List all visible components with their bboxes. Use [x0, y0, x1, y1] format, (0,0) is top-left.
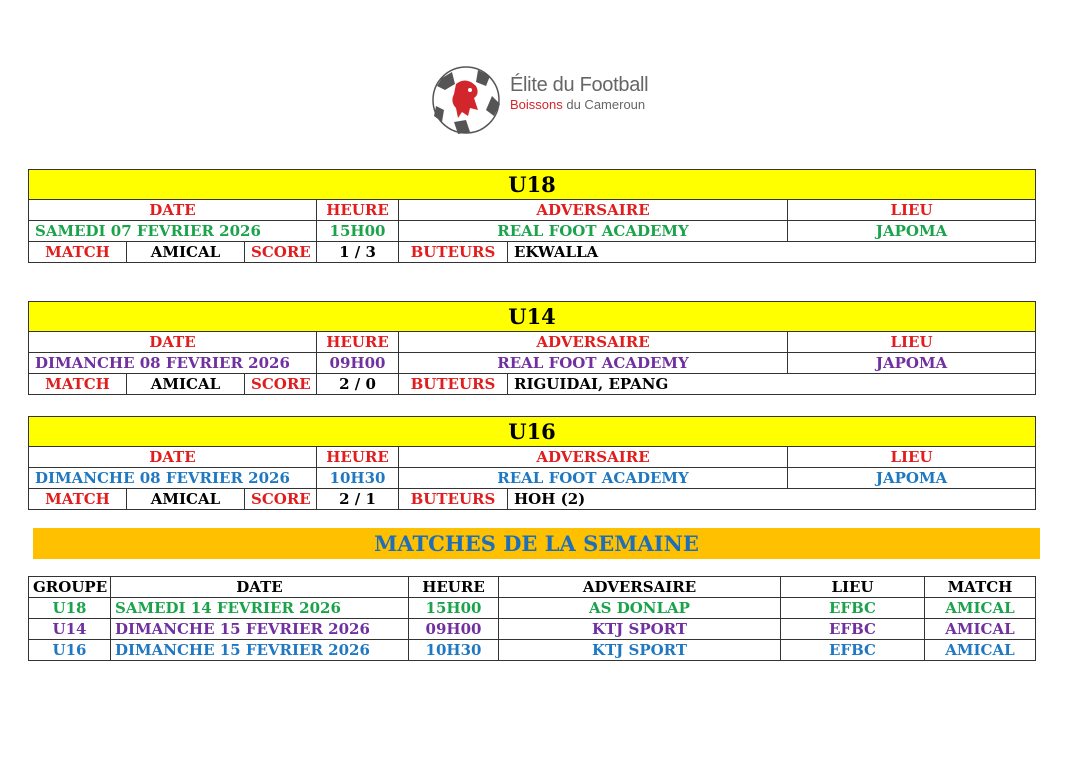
result-date: DIMANCHE 08 FEVRIER 2026 — [29, 468, 317, 489]
logo-subtitle-country: du Cameroun — [562, 97, 646, 112]
date-header: DATE — [29, 200, 317, 221]
lieu-header: LIEU — [781, 577, 925, 598]
result-lieu: JAPOMA — [788, 221, 1036, 242]
heure-cell: 09H00 — [409, 619, 499, 640]
date-header: DATE — [29, 447, 317, 468]
heure-cell: 15H00 — [409, 598, 499, 619]
match-label: MATCH — [29, 489, 127, 510]
result-heure: 15H00 — [317, 221, 399, 242]
logo-subtitle-brand: Boissons — [510, 97, 563, 112]
buteurs-label: BUTEURS — [399, 374, 508, 395]
football-lion-icon — [428, 64, 504, 136]
score-value: 2 / 1 — [317, 489, 399, 510]
score-value: 2 / 0 — [317, 374, 399, 395]
buteurs-label: BUTEURS — [399, 242, 508, 263]
heure-header: HEURE — [317, 447, 399, 468]
heure-header: HEURE — [317, 332, 399, 353]
table-header-row — [29, 577, 1036, 598]
match-label: MATCH — [29, 374, 127, 395]
date-cell: DIMANCHE 15 FEVRIER 2026 — [111, 619, 409, 640]
groupe-cell: U14 — [29, 619, 111, 640]
score-value: 1 / 3 — [317, 242, 399, 263]
date-cell: SAMEDI 14 FEVRIER 2026 — [111, 598, 409, 619]
match-label: MATCH — [29, 242, 127, 263]
adversaire-header: ADVERSAIRE — [499, 577, 781, 598]
match-cell: AMICAL — [925, 640, 1036, 661]
adversaire-cell: KTJ SPORT — [499, 640, 781, 661]
result-lieu: JAPOMA — [788, 353, 1036, 374]
result-table-u16 — [28, 416, 1036, 510]
logo-subtitle — [510, 97, 645, 112]
week-banner: MATCHES DE LA SEMAINE — [33, 528, 1040, 559]
adversaire-header: ADVERSAIRE — [399, 447, 788, 468]
lieu-cell: EFBC — [781, 598, 925, 619]
table-row — [29, 619, 1036, 640]
match-type: AMICAL — [127, 489, 245, 510]
result-adversaire: REAL FOOT ACADEMY — [399, 468, 788, 489]
adversaire-header: ADVERSAIRE — [399, 200, 788, 221]
lieu-cell: EFBC — [781, 640, 925, 661]
result-title: U18 — [29, 170, 1036, 200]
date-header: DATE — [111, 577, 409, 598]
adversaire-cell: KTJ SPORT — [499, 619, 781, 640]
adversaire-header: ADVERSAIRE — [399, 332, 788, 353]
groupe-header: GROUPE — [29, 577, 111, 598]
score-label: SCORE — [245, 489, 317, 510]
table-row — [29, 598, 1036, 619]
heure-header: HEURE — [409, 577, 499, 598]
result-date: SAMEDI 07 FEVRIER 2026 — [29, 221, 317, 242]
buteurs-label: BUTEURS — [399, 489, 508, 510]
result-title: U14 — [29, 302, 1036, 332]
lieu-cell: EFBC — [781, 619, 925, 640]
logo-title: Élite du Football — [510, 74, 649, 96]
result-table-u14 — [28, 301, 1036, 395]
match-cell: AMICAL — [925, 619, 1036, 640]
result-adversaire: REAL FOOT ACADEMY — [399, 221, 788, 242]
result-heure: 10H30 — [317, 468, 399, 489]
week-fixtures-table — [28, 576, 1036, 661]
result-title: U16 — [29, 417, 1036, 447]
adversaire-cell: AS DONLAP — [499, 598, 781, 619]
lieu-header: LIEU — [788, 332, 1036, 353]
lieu-header: LIEU — [788, 447, 1036, 468]
lieu-header: LIEU — [788, 200, 1036, 221]
club-logo — [428, 64, 668, 136]
result-adversaire: REAL FOOT ACADEMY — [399, 353, 788, 374]
buteurs-value: RIGUIDAI, EPANG — [508, 374, 1036, 395]
match-cell: AMICAL — [925, 598, 1036, 619]
buteurs-value: HOH (2) — [508, 489, 1036, 510]
score-label: SCORE — [245, 374, 317, 395]
buteurs-value: EKWALLA — [508, 242, 1036, 263]
heure-header: HEURE — [317, 200, 399, 221]
match-header: MATCH — [925, 577, 1036, 598]
match-type: AMICAL — [127, 242, 245, 263]
result-heure: 09H00 — [317, 353, 399, 374]
score-label: SCORE — [245, 242, 317, 263]
groupe-cell: U16 — [29, 640, 111, 661]
result-date: DIMANCHE 08 FEVRIER 2026 — [29, 353, 317, 374]
heure-cell: 10H30 — [409, 640, 499, 661]
result-table-u18 — [28, 169, 1036, 263]
match-type: AMICAL — [127, 374, 245, 395]
table-row — [29, 640, 1036, 661]
groupe-cell: U18 — [29, 598, 111, 619]
result-lieu: JAPOMA — [788, 468, 1036, 489]
date-cell: DIMANCHE 15 FEVRIER 2026 — [111, 640, 409, 661]
date-header: DATE — [29, 332, 317, 353]
